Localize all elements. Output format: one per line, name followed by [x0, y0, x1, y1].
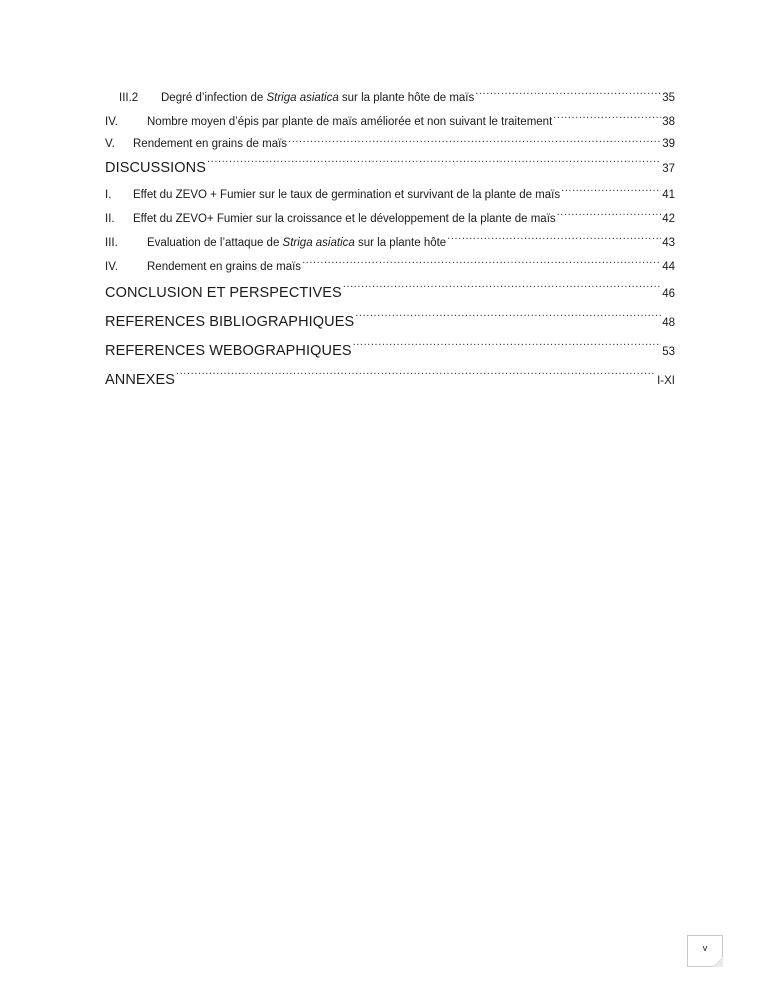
- toc-leader-dots: [557, 211, 662, 223]
- toc-entry-discussion-iv[interactable]: [105, 255, 675, 279]
- toc-leader-dots: [353, 341, 662, 356]
- toc-entry-annexes[interactable]: [105, 366, 675, 395]
- toc-entry-conclusion[interactable]: [105, 279, 675, 308]
- toc-entry-page: 53: [662, 346, 675, 358]
- toc-entry-number: III.2: [119, 92, 139, 104]
- toc-entry-number: I.: [105, 189, 112, 201]
- toc-leader-dots: [288, 136, 661, 148]
- toc-leader-dots: [355, 312, 661, 327]
- toc-entry-discussion-i[interactable]: [105, 183, 675, 207]
- toc-leader-dots: [553, 114, 661, 126]
- toc-entry-page: 43: [662, 237, 675, 249]
- toc-entry-title: ANNEXES: [105, 372, 175, 388]
- toc-entry-page: 42: [662, 213, 675, 225]
- toc-leader-dots: [475, 90, 661, 102]
- toc-entry-title: REFERENCES BIBLIOGRAPHIQUES: [105, 314, 355, 330]
- toc-entry-references-web[interactable]: [105, 337, 675, 366]
- toc-entry-number: II.: [105, 213, 115, 225]
- toc-entry-title: Effet du ZEVO + Fumier sur le taux de germination et survivant de la plante de maïs: [133, 189, 561, 201]
- toc-entry-iii-2[interactable]: [105, 86, 675, 110]
- toc-entry-number: III.: [105, 237, 118, 249]
- toc-entry-discussion-ii[interactable]: [105, 207, 675, 231]
- toc-entry-page: 37: [662, 163, 675, 175]
- toc-leader-dots: [302, 259, 661, 271]
- toc-entry-page: 39: [662, 138, 675, 150]
- toc-entry-title: Effet du ZEVO+ Fumier sur la croissance et le développement de la plante de maïs: [133, 213, 556, 225]
- toc-entry-iv[interactable]: [105, 110, 675, 134]
- table-of-contents: [105, 86, 675, 395]
- toc-entry-v[interactable]: [105, 134, 675, 154]
- toc-leader-dots: [561, 187, 661, 199]
- toc-entry-title: CONCLUSION ET PERSPECTIVES: [105, 285, 342, 301]
- toc-entry-page: 46: [662, 288, 675, 300]
- page-number: v: [702, 943, 708, 953]
- toc-entry-title: Evaluation de l’attaque de Striga asiatica sur la plante hôte: [147, 237, 447, 249]
- toc-leader-dots: [176, 370, 656, 385]
- toc-entry-page: 41: [662, 189, 675, 201]
- toc-entry-title: Rendement en grains de maïs: [147, 261, 302, 273]
- toc-entry-title: Rendement en grains de maïs: [133, 138, 288, 150]
- toc-leader-dots: [207, 158, 661, 173]
- toc-entry-discussion-iii[interactable]: [105, 231, 675, 255]
- toc-entry-page: 38: [662, 116, 675, 128]
- toc-entry-title: Degré d’infection de Striga asiatica sur la plante hôte de maïs: [161, 92, 475, 104]
- toc-entry-number: IV.: [105, 261, 119, 273]
- toc-leader-dots: [343, 283, 661, 298]
- toc-entry-page: 44: [662, 261, 675, 273]
- toc-entry-page: 35: [662, 92, 675, 104]
- toc-entry-title: REFERENCES WEBOGRAPHIQUES: [105, 343, 352, 359]
- toc-entry-title: Nombre moyen d’épis par plante de maïs améliorée et non suivant le traitement: [147, 116, 553, 128]
- toc-entry-number: V.: [105, 138, 115, 150]
- toc-entry-discussions[interactable]: [105, 154, 675, 183]
- toc-entry-number: IV.: [105, 116, 119, 128]
- toc-entry-title: DISCUSSIONS: [105, 160, 207, 176]
- toc-entry-page: I-XI: [657, 375, 675, 387]
- toc-entry-references-biblio[interactable]: [105, 308, 675, 337]
- toc-entry-page: 48: [662, 317, 675, 329]
- page-number-box: [687, 935, 723, 967]
- toc-leader-dots: [447, 235, 661, 247]
